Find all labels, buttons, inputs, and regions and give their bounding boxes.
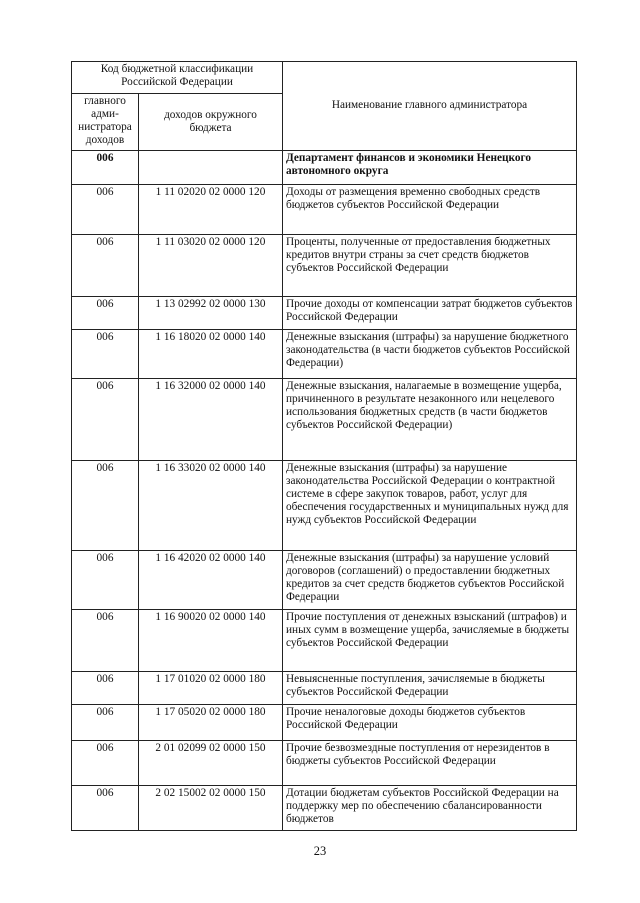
row-admin-code: 006 — [72, 297, 139, 330]
table-row — [72, 610, 577, 672]
row-admin-code: 006 — [72, 185, 139, 235]
table-row — [72, 786, 577, 831]
table-row — [72, 705, 577, 741]
header-administrator-name: Наименование главного администратора — [283, 62, 577, 151]
section-admin-code: 006 — [72, 151, 139, 185]
section-empty-cell — [139, 151, 283, 185]
header-admin-code: главного адми-нистратора доходов — [72, 94, 139, 151]
row-budget-code: 1 16 42020 02 0000 140 — [139, 551, 283, 610]
table-row — [72, 330, 577, 379]
table-header-row — [72, 62, 577, 94]
row-description: Денежные взыскания (штрафы) за нарушение законодательства Российской Федерации о контрактной системе в сфере закупок товаров, работ, услуг для обеспечения государственных и муниципальных нужд для нужд субъектов Российской Федерации — [283, 461, 577, 551]
header-classification-group: Код бюджетной классификации Российской Федерации — [72, 62, 283, 94]
row-admin-code: 006 — [72, 672, 139, 705]
row-budget-code: 1 16 90020 02 0000 140 — [139, 610, 283, 672]
row-description: Невыясненные поступления, зачисляемые в бюджеты субъектов Российской Федерации — [283, 672, 577, 705]
row-admin-code: 006 — [72, 379, 139, 461]
row-budget-code: 2 01 02099 02 0000 150 — [139, 741, 283, 786]
row-description: Прочие поступления от денежных взысканий (штрафов) и иных сумм в возмещение ущерба, зачисляемые в бюджеты субъектов Российской Федерации — [283, 610, 577, 672]
section-name: Департамент финансов и экономики Ненецкого автономного округа — [283, 151, 577, 185]
table-row — [72, 185, 577, 235]
table-row — [72, 551, 577, 610]
table-row — [72, 741, 577, 786]
row-budget-code: 1 13 02992 02 0000 130 — [139, 297, 283, 330]
table-row — [72, 235, 577, 297]
row-description: Денежные взыскания, налагаемые в возмещение ущерба, причиненного в результате незаконного или нецелевого использования бюджетных средств (в части бюджетов субъектов Российской Федерации) — [283, 379, 577, 461]
row-description: Доходы от размещения временно свободных средств бюджетов субъектов Российской Федерации — [283, 185, 577, 235]
table-row — [72, 379, 577, 461]
row-admin-code: 006 — [72, 705, 139, 741]
table-row — [72, 297, 577, 330]
row-description: Прочие безвозмездные поступления от нерезидентов в бюджеты субъектов Российской Федерации — [283, 741, 577, 786]
row-admin-code: 006 — [72, 551, 139, 610]
row-description: Проценты, полученные от предоставления бюджетных кредитов внутри страны за счет средств бюджетов субъектов Российской Федерации — [283, 235, 577, 297]
header-budget-code: доходов окружного бюджета — [139, 94, 283, 151]
row-description: Прочие доходы от компенсации затрат бюджетов субъектов Российской Федерации — [283, 297, 577, 330]
row-description: Прочие неналоговые доходы бюджетов субъектов Российской Федерации — [283, 705, 577, 741]
page-number: 23 — [313, 844, 327, 858]
section-row — [72, 151, 577, 185]
row-budget-code: 1 16 33020 02 0000 140 — [139, 461, 283, 551]
row-admin-code: 006 — [72, 741, 139, 786]
row-budget-code: 1 17 05020 02 0000 180 — [139, 705, 283, 741]
row-budget-code: 2 02 15002 02 0000 150 — [139, 786, 283, 831]
row-description: Дотации бюджетам субъектов Российской Федерации на поддержку мер по обеспечению сбалансированности бюджетов — [283, 786, 577, 831]
row-budget-code: 1 11 03020 02 0000 120 — [139, 235, 283, 297]
row-budget-code: 1 16 32000 02 0000 140 — [139, 379, 283, 461]
row-description: Денежные взыскания (штрафы) за нарушение условий договоров (соглашений) о предоставлении бюджетных кредитов за счет средств бюджетов субъектов Российской Федерации — [283, 551, 577, 610]
row-description: Денежные взыскания (штрафы) за нарушение бюджетного законодательства (в части бюджетов субъектов Российской Федерации) — [283, 330, 577, 379]
row-budget-code: 1 11 02020 02 0000 120 — [139, 185, 283, 235]
table-row — [72, 672, 577, 705]
row-budget-code: 1 16 18020 02 0000 140 — [139, 330, 283, 379]
table-row — [72, 461, 577, 551]
row-admin-code: 006 — [72, 461, 139, 551]
row-budget-code: 1 17 01020 02 0000 180 — [139, 672, 283, 705]
row-admin-code: 006 — [72, 610, 139, 672]
row-admin-code: 006 — [72, 786, 139, 831]
budget-classification-table — [71, 61, 577, 831]
row-admin-code: 006 — [72, 330, 139, 379]
row-admin-code: 006 — [72, 235, 139, 297]
